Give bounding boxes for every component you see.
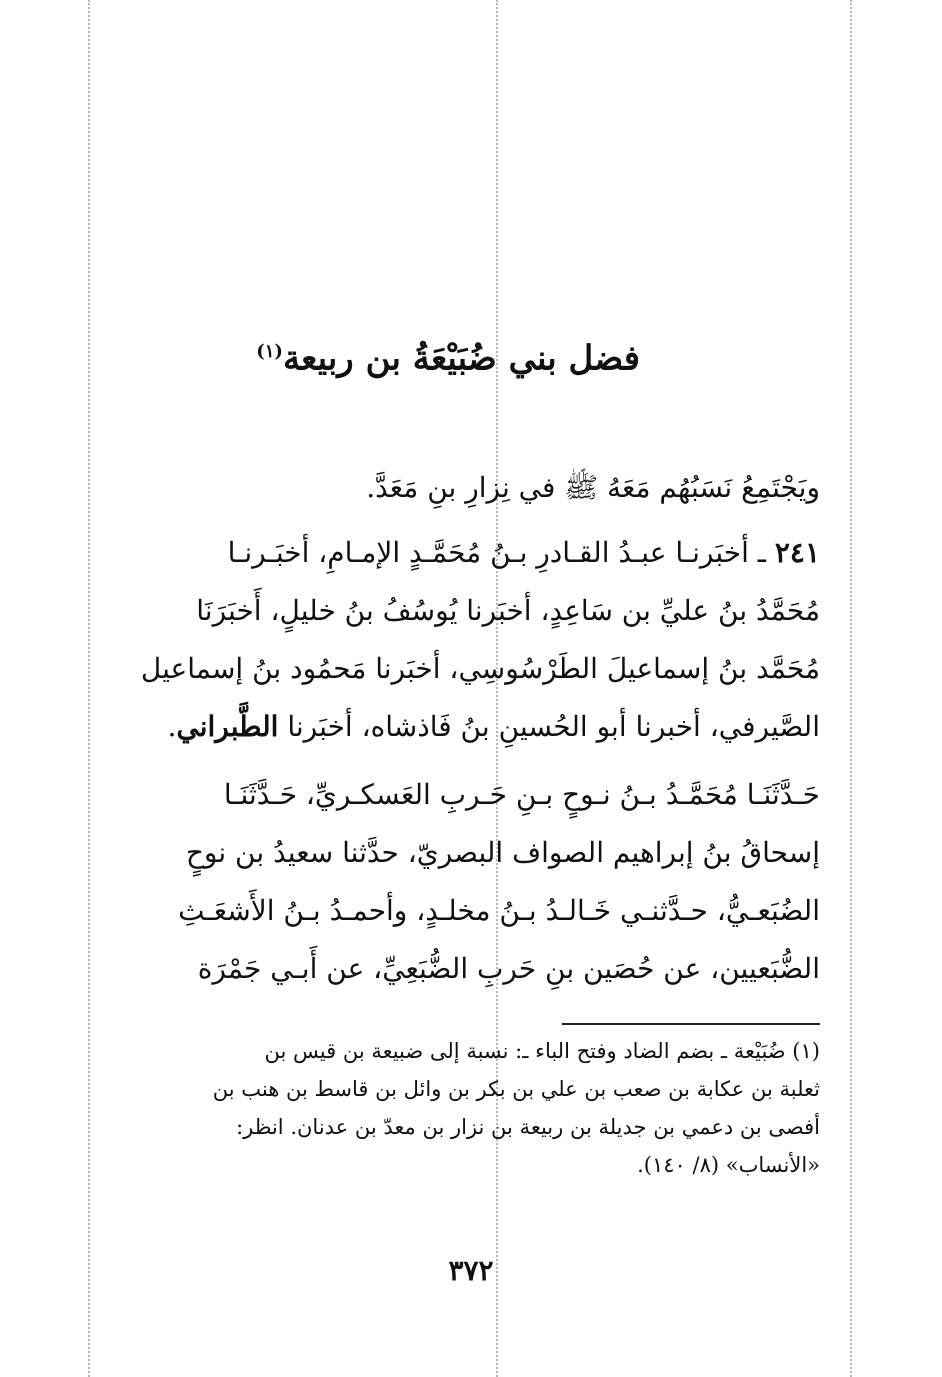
page-number: ٣٧٢ [448,1254,494,1287]
paragraph-line: حَـدَّثَنَـا مُحَمَّـدُ بـنُ نـوحٍ بـنِ حَـربِ العَسكـريِّ، حَـدَّثَنَـا [223,778,820,811]
sentence-end: . [167,710,177,743]
hadith-paragraph-2 [108,766,820,998]
paragraph-line: مُحَمَّدُ بنُ عليِّ بن سَاعِدٍ، أخبَرنا يُوسُفُ بنُ خليلٍ، أَخبَرَنَا [196,594,820,627]
footnote-line: «الأنساب» (٨/ ١٤٠). [637,1153,820,1177]
paragraph-line: الضُبَعـيُّ، حـدَّثنـي خَـالـدُ بـنُ مخلـدٍ، وأحمـدُ بـنُ الأَشعَـثِ [178,894,820,927]
hadith-paragraph-1 [108,524,820,756]
paragraph-line: مُحَمَّد بنُ إسماعيلَ الطَرْسُوسِي، أخبَرنا مَحمُود بنُ إسماعيل [140,652,820,685]
chapter-title [180,322,640,388]
paragraph-line [108,524,820,582]
scan-margin-line-right [850,0,852,1377]
footnote-divider [562,1023,820,1025]
paragraph-line-text: الصَّيرفي، أخبرنا أبو الحُسينِ بنُ فَاذشاه، أخبَرنا [287,710,820,743]
paragraph-line: إسحاقُ بنُ إبراهيم الصواف البصريّ، حدَّثنا سعيدُ بن نوحٍ [185,836,820,869]
paragraph-line: الضُّبَعيين، عن حُصَين بنِ حَربِ الضُّبَعِيِّ، عن أَبـي جَمْرَة [197,952,820,985]
footnote-line: (١) ضُبَيْعة ـ بضم الضاد وفتح الباء ـ: نسبة إلى ضبيعة بن قيس بن [264,1039,820,1063]
emphasized-name: الطَّبراني [176,710,279,743]
hadith-number: ٢٤١ [774,536,820,569]
paragraph-line [108,698,820,756]
title-footnote-marker: (١) [256,341,283,362]
footnote-line: ثعلبة بن عكابة بن صعب بن علي بن بكر بن وائل بن قاسط بن هنب بن [212,1077,820,1101]
paragraph-line-text: أخبَرنـا عبـدُ القـادرِ بـنُ مُحَمَّـدٍ الإمـامِ، أخبَـرنـا [227,536,749,569]
intro-line: ويَجْتَمِعُ نَسَبُهُم مَعَهُ ﷺ في نِزارِ بنِ مَعَدَّ. [366,471,820,504]
footnote [108,1032,820,1184]
scan-margin-line-left [88,0,90,1377]
hadith-separator: ـ [757,536,766,569]
footnote-line: أفصى بن دعمي بن جديلة بن ربيعة بن نزار بن معدّ بن عدنان. انظر: [236,1115,820,1139]
chapter-title-text: فضل بني ضُبَيْعَةُ بن ربيعة [282,338,640,379]
